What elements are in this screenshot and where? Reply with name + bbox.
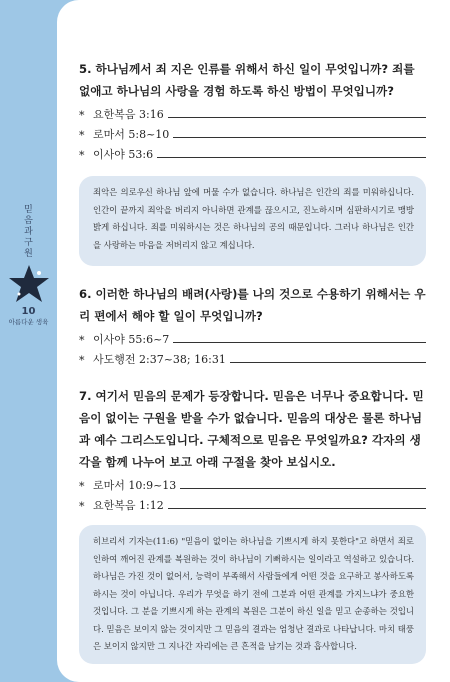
answer-line[interactable] — [79, 327, 426, 347]
answer-line[interactable] — [79, 473, 426, 493]
question-7 — [79, 385, 426, 473]
answer-line[interactable] — [79, 142, 426, 162]
asterisk-icon: * — [79, 334, 85, 347]
commentary-box: 죄악은 의로우신 하나님 앞에 머물 수가 없습니다. 하나님은 인간의 죄를 미워하십니다. 인간이 끝까지 죄악을 버리지 아니하면 관계를 끊으시고, 진노하시며 심판하시기로 맹방 밝게 하십니다. 죄를 미워하시는 것은 하나님의 공의 때문입니다. 그러나 하나님은 인간을 사랑하는 마음을 저버리지 않고 계십니다. — [79, 176, 426, 266]
answer-line[interactable] — [79, 493, 426, 513]
scripture-reference: 요한복음 1:12 — [93, 499, 164, 512]
page-number: 10 — [21, 306, 36, 317]
blank-line[interactable] — [168, 116, 426, 118]
commentary-box: 히브리서 기자는(11:6) "믿음이 없이는 하나님을 기쁘시게 하지 못한다"고 하면서 죄로 인하여 깨어진 관계를 복원하는 것이 하나님이 기뻐하시는 일이라고 역설하고 있습니다. 하나님은 가진 것이 없어서, 능력이 부족해서 사람들에게 어떤 것을 요구하고 봉사하도록 하시는 것이 아닙니다. 우리가 무엇을 하기 전에 그분과 어떤 관계를 가지느냐가 중요한 것입니다. 그 분을 기쁘시게 하는 관계의 복원은 그분이 하신 일을 믿고 순종하는 것입니다. 믿음은 보이지 않는 것이지만 그 믿음의 결과는 엄청난 결과로 나타납니다. 마치 태풍은 보이지 않지만 그 지나간 자리에는 큰 흔적을 남기는 것과 흡사합니다. — [79, 525, 426, 664]
star-icon — [6, 264, 52, 304]
question-6 — [79, 283, 426, 327]
blank-line[interactable] — [180, 487, 426, 489]
question-text: 하나님께서 죄 지은 인류를 위해서 하신 일이 무엇입니까? 죄를 없애고 하나님의 사랑을 경험 하도록 하신 방법이 무엇입니까? — [79, 62, 415, 98]
chapter-subtitle: 아름다운 생육 — [8, 318, 49, 326]
blank-line[interactable] — [157, 156, 426, 158]
asterisk-icon: * — [79, 149, 85, 162]
question-number: 5. — [79, 62, 92, 76]
asterisk-icon: * — [79, 109, 85, 122]
scripture-reference: 이사야 55:6~7 — [93, 333, 170, 346]
scripture-reference: 사도행전 2:37~38; 16:31 — [93, 353, 226, 366]
question-text: 이러한 하나님의 배려(사랑)를 나의 것으로 수용하기 위해서는 우리 편에서 해야 할 일이 무엇입니까? — [79, 287, 426, 323]
scripture-reference: 요한복음 3:16 — [93, 108, 164, 121]
question-number: 7. — [79, 389, 92, 403]
asterisk-icon: * — [79, 129, 85, 142]
blank-line[interactable] — [230, 361, 426, 363]
question-number: 6. — [79, 287, 92, 301]
page-content — [57, 0, 450, 682]
answer-line[interactable] — [79, 102, 426, 122]
asterisk-icon: * — [79, 480, 85, 493]
sidebar-chapter-tab — [0, 205, 57, 365]
blank-line[interactable] — [173, 136, 426, 138]
blank-line[interactable] — [173, 341, 426, 343]
answer-line[interactable] — [79, 122, 426, 142]
scripture-reference: 로마서 5:8~10 — [93, 128, 170, 141]
question-text: 여기서 믿음의 문제가 등장합니다. 믿음은 너무나 중요합니다. 믿음이 없이는 구원을 받을 수가 없습니다. 믿음의 대상은 물론 하나님과 예수 그리스도입니다. 구체적으로 믿음은 무엇일까요? 각자의 생각을 함께 나누어 보고 아래 구절을 찾아 보십시오. — [79, 389, 424, 469]
answer-line[interactable] — [79, 347, 426, 367]
question-5 — [79, 58, 426, 102]
asterisk-icon: * — [79, 354, 85, 367]
scripture-reference: 이사야 53:6 — [93, 148, 154, 161]
blank-line[interactable] — [168, 507, 426, 509]
chapter-title: 믿음과구원 — [24, 205, 33, 259]
asterisk-icon: * — [79, 500, 85, 513]
scripture-reference: 로마서 10:9~13 — [93, 479, 177, 492]
